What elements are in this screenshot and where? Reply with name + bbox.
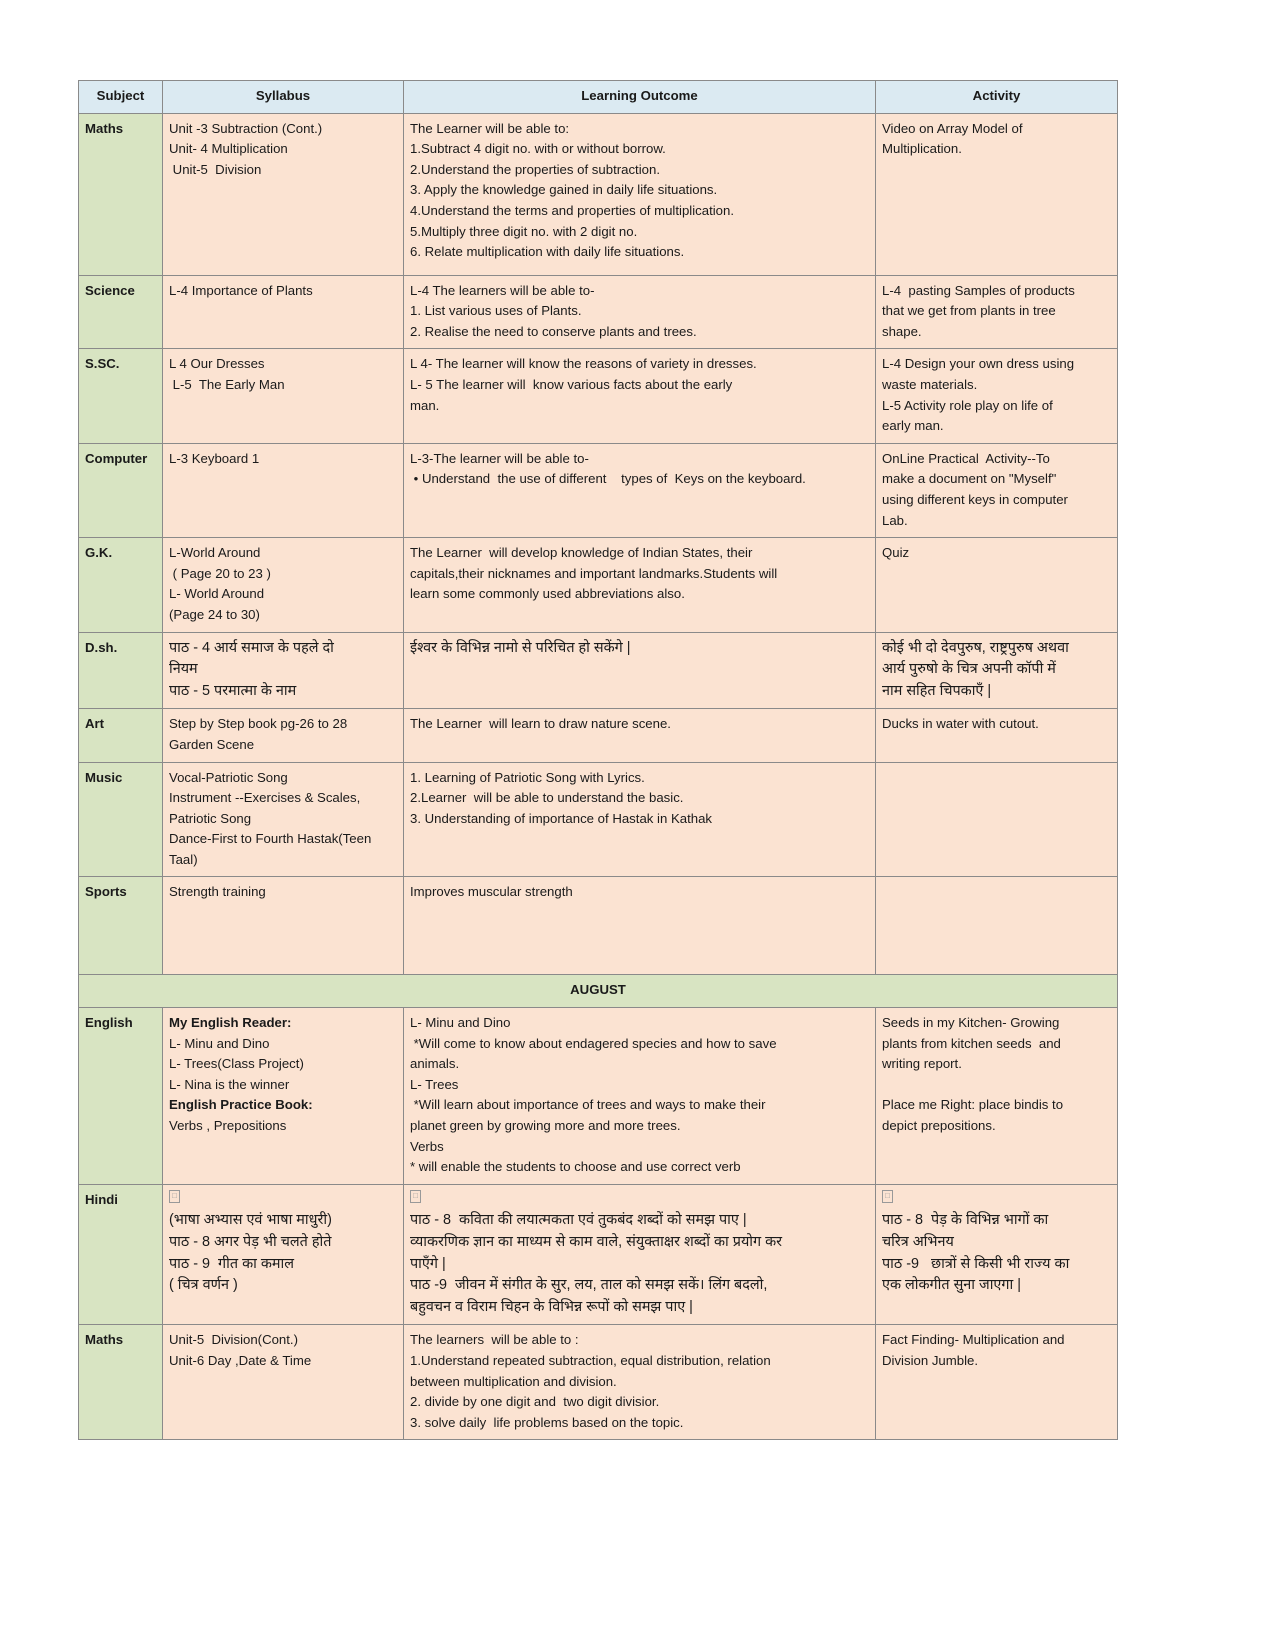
placeholder-glyph-icon: □ xyxy=(882,1190,893,1203)
text-line: (भाषा अभ्यास एवं भाषा माधुरी) xyxy=(169,1212,332,1229)
learning-outcome-cell xyxy=(404,1184,876,1325)
text-line: The learners will be able to : xyxy=(410,1332,579,1348)
text-line: make a document on "Myself" xyxy=(882,471,1057,487)
subject-cell-g-k: G.K. xyxy=(79,538,163,632)
header-activity: Activity xyxy=(876,81,1118,114)
syllabus-cell xyxy=(163,538,404,632)
text-line: 5.Multiply three digit no. with 2 digit no. xyxy=(410,223,638,239)
syllabus-cell xyxy=(163,709,404,762)
text-line: पाठ - 8 अगर पेड़ भी चलते होते xyxy=(169,1234,332,1251)
learning-outcome-cell xyxy=(404,1325,876,1440)
text-line: L- 5 The learner will know various facts about the early xyxy=(410,376,733,392)
subject-cell-maths: Maths xyxy=(79,113,163,275)
syllabus-cell xyxy=(163,1325,404,1440)
table-row xyxy=(79,709,1118,762)
text-line: Verbs , Prepositions xyxy=(169,1118,287,1134)
text-line: Unit-5 Division(Cont.) xyxy=(169,1332,298,1348)
text-line: L-4 pasting Samples of products xyxy=(882,282,1075,298)
text-line: L-3-The learner will be able to- xyxy=(410,450,589,466)
table-row xyxy=(79,1325,1118,1440)
header-row xyxy=(79,81,1118,114)
header-syllabus: Syllabus xyxy=(163,81,404,114)
text-line: 2. Realise the need to conserve plants and trees. xyxy=(410,323,697,339)
text-line: चरित्र अभिनय xyxy=(882,1234,954,1251)
subject-cell-art: Art xyxy=(79,709,163,762)
text-line: *Will come to know about endagered species and how to save xyxy=(410,1035,777,1051)
subject-cell-computer: Computer xyxy=(79,443,163,537)
activity-cell xyxy=(876,275,1118,349)
text-line: पाठ - 4 आर्य समाज के पहले दो xyxy=(169,639,334,656)
learning-outcome-cell xyxy=(404,762,876,877)
text-line: नियम xyxy=(169,661,198,678)
text-line: Fact Finding- Multiplication and xyxy=(882,1332,1065,1348)
table-row xyxy=(79,538,1118,632)
syllabus-cell xyxy=(163,113,404,275)
text-line: पाठ - 5 परमात्मा के नाम xyxy=(169,682,297,699)
activity-cell xyxy=(876,113,1118,275)
text-line: man. xyxy=(410,397,440,413)
text-line: Ducks in water with cutout. xyxy=(882,716,1039,732)
subject-cell-science: Science xyxy=(79,275,163,349)
text-line: L-3 Keyboard 1 xyxy=(169,450,260,466)
text-line: 6. Relate multiplication with daily life situations. xyxy=(410,244,685,260)
text-line: 1. List various uses of Plants. xyxy=(410,303,582,319)
table-row xyxy=(79,762,1118,877)
text-line xyxy=(882,768,1111,789)
text-line: Unit-6 Day ,Date & Time xyxy=(169,1353,312,1369)
subject-cell-s-sc: S.SC. xyxy=(79,349,163,443)
subject-cell-english: English xyxy=(79,1008,163,1185)
text-line: L- Nina is the winner xyxy=(169,1076,290,1092)
text-line: 2. divide by one digit and two digit divisior. xyxy=(410,1394,660,1410)
syllabus-cell xyxy=(163,1184,404,1325)
text-line: 3. Understanding of importance of Hastak in Kathak xyxy=(410,810,713,826)
text-line: waste materials. xyxy=(882,376,978,392)
text-line: ( Page 20 to 23 ) xyxy=(169,565,271,581)
text-line: L- Minu and Dino xyxy=(169,1035,270,1051)
header-subject: Subject xyxy=(79,81,163,114)
text-line: L-5 The Early Man xyxy=(169,376,285,392)
month-divider-row xyxy=(79,975,1118,1008)
text-line: L- World Around xyxy=(169,586,265,602)
learning-outcome-cell xyxy=(404,632,876,709)
text-line: early man. xyxy=(882,418,944,434)
learning-outcome-cell xyxy=(404,275,876,349)
syllabus-cell xyxy=(163,349,404,443)
table-row xyxy=(79,275,1118,349)
header-learning-outcome: Learning Outcome xyxy=(404,81,876,114)
text-line: * will enable the students to choose and use correct verb xyxy=(410,1159,741,1175)
text-line: Division Jumble. xyxy=(882,1353,979,1369)
subject-cell-d-sh: D.sh. xyxy=(79,632,163,709)
text-line: Garden Scene xyxy=(169,736,255,752)
activity-cell xyxy=(876,709,1118,762)
subject-cell-maths: Maths xyxy=(79,1325,163,1440)
text-line: Instrument --Exercises & Scales, xyxy=(169,790,361,806)
activity-cell xyxy=(876,1184,1118,1325)
text-line: पाठ - 8 पेड़ के विभिन्न भागों का xyxy=(882,1212,1049,1229)
text-line: capitals,their nicknames and important landmarks.Students will xyxy=(410,565,778,581)
table-row xyxy=(79,113,1118,275)
learning-outcome-cell xyxy=(404,349,876,443)
text-line: Step by Step book pg-26 to 28 xyxy=(169,716,348,732)
text-line: shape. xyxy=(882,323,922,339)
table-row xyxy=(79,632,1118,709)
text-line: OnLine Practical Activity--To xyxy=(882,450,1050,466)
text-line: Dance-First to Fourth Hastak(Teen xyxy=(169,831,372,847)
placeholder-glyph-icon: □ xyxy=(410,1190,421,1203)
text-line: writing report. xyxy=(882,1056,962,1072)
table-row xyxy=(79,877,1118,975)
text-line: learn some commonly used abbreviations also. xyxy=(410,586,685,602)
activity-cell xyxy=(876,349,1118,443)
text-line: Video on Array Model of xyxy=(882,120,1023,136)
text-line: L-4 Importance of Plants xyxy=(169,282,313,298)
text-line: planet green by growing more and more trees. xyxy=(410,1118,681,1134)
text-line: Strength training xyxy=(169,884,266,900)
syllabus-cell xyxy=(163,275,404,349)
text-line: Unit -3 Subtraction (Cont.) xyxy=(169,120,323,136)
activity-cell xyxy=(876,1008,1118,1185)
text-line: Unit-5 Division xyxy=(169,161,262,177)
text-line: पाठ - 8 कविता की लयात्मकता एवं तुकबंद शब्दों को समझ पाए | xyxy=(410,1212,747,1229)
text-line: The Learner will develop knowledge of Indian States, their xyxy=(410,545,753,561)
subject-cell-sports: Sports xyxy=(79,877,163,975)
text-line: आर्य पुरुषो के चित्र अपनी कॉपी में xyxy=(882,661,1056,678)
text-line: Vocal-Patriotic Song xyxy=(169,769,288,785)
syllabus-table xyxy=(78,80,1118,1440)
text-line: L- Trees(Class Project) xyxy=(169,1056,304,1072)
text-line: L- Trees xyxy=(410,1076,459,1092)
text-line: 2.Understand the properties of subtraction. xyxy=(410,161,660,177)
text-line: कोई भी दो देवपुरुष, राष्ट्रपुरुष अथवा xyxy=(882,639,1069,656)
activity-cell xyxy=(876,538,1118,632)
syllabus-cell xyxy=(163,632,404,709)
syllabus-cell xyxy=(163,443,404,537)
text-line: L-4 The learners will be able to- xyxy=(410,282,595,298)
learning-outcome-cell xyxy=(404,113,876,275)
activity-cell xyxy=(876,632,1118,709)
learning-outcome-cell xyxy=(404,443,876,537)
syllabus-cell xyxy=(163,1008,404,1185)
syllabus-book-title: My English Reader: xyxy=(169,1015,292,1031)
text-line: L-4 Design your own dress using xyxy=(882,356,1075,372)
text-line: पाठ -9 जीवन में संगीत के सुर, लय, ताल को समझ सकें। लिंग बदलो, xyxy=(410,1277,768,1294)
text-line: Verbs xyxy=(410,1138,444,1154)
text-line xyxy=(882,882,1111,903)
text-line: Seeds in my Kitchen- Growing xyxy=(882,1015,1060,1031)
text-line: plants from kitchen seeds and xyxy=(882,1035,1061,1051)
learning-outcome-cell xyxy=(404,709,876,762)
text-line xyxy=(882,1075,1111,1096)
text-line: The Learner will learn to draw nature scene. xyxy=(410,716,671,732)
text-line: • Understand the use of different types of Keys on the keyboard. xyxy=(410,471,806,487)
text-line: 3. Apply the knowledge gained in daily life situations. xyxy=(410,182,718,198)
activity-cell xyxy=(876,762,1118,877)
activity-cell xyxy=(876,443,1118,537)
text-line: Multiplication. xyxy=(882,141,962,157)
text-line: L-5 Activity role play on life of xyxy=(882,397,1053,413)
table-body xyxy=(79,113,1118,1440)
text-line: पाएँगे | xyxy=(410,1255,446,1272)
text-line: depict prepositions. xyxy=(882,1118,996,1134)
text-line: 3. solve daily life problems based on the topic. xyxy=(410,1414,684,1430)
text-line: (Page 24 to 30) xyxy=(169,606,260,622)
placeholder-glyph-icon: □ xyxy=(169,1190,180,1203)
learning-outcome-cell xyxy=(404,1008,876,1185)
month-divider-august: AUGUST xyxy=(79,975,1118,1008)
text-line: that we get from plants in tree xyxy=(882,303,1056,319)
activity-cell xyxy=(876,877,1118,975)
syllabus-book-title-secondary: English Practice Book: xyxy=(169,1097,313,1113)
text-line: Patriotic Song xyxy=(169,810,252,826)
table-row xyxy=(79,443,1118,537)
text-line: The Learner will be able to: xyxy=(410,120,570,136)
activity-cell xyxy=(876,1325,1118,1440)
text-line: Lab. xyxy=(882,512,908,528)
table-row xyxy=(79,1184,1118,1325)
text-line: L- Minu and Dino xyxy=(410,1015,511,1031)
text-line: पाठ - 9 गीत का कमाल xyxy=(169,1255,294,1272)
subject-cell-music: Music xyxy=(79,762,163,877)
text-line: Improves muscular strength xyxy=(410,884,573,900)
learning-outcome-cell xyxy=(404,877,876,975)
table-header xyxy=(79,81,1118,114)
text-line: Taal) xyxy=(169,851,198,867)
text-line: L-World Around xyxy=(169,545,261,561)
text-line: Unit- 4 Multiplication xyxy=(169,141,288,157)
syllabus-cell xyxy=(163,762,404,877)
text-line: 1.Understand repeated subtraction, equal distribution, relation xyxy=(410,1353,771,1369)
text-line: पाठ -9 छात्रों से किसी भी राज्य का xyxy=(882,1255,1070,1272)
text-line: 1.Subtract 4 digit no. with or without borrow. xyxy=(410,141,666,157)
text-line: *Will learn about importance of trees and ways to make their xyxy=(410,1097,766,1113)
text-line: 4.Understand the terms and properties of multiplication. xyxy=(410,202,734,218)
table-row xyxy=(79,1008,1118,1185)
text-line: Place me Right: place bindis to xyxy=(882,1097,1064,1113)
text-line: नाम सहित चिपकाएँ | xyxy=(882,682,992,699)
text-line: L 4- The learner will know the reasons of variety in dresses. xyxy=(410,356,757,372)
text-line: between multiplication and division. xyxy=(410,1373,617,1389)
learning-outcome-cell xyxy=(404,538,876,632)
subject-cell-hindi: Hindi xyxy=(79,1184,163,1325)
text-line: एक लोकगीत सुना जाएगा | xyxy=(882,1277,1021,1294)
text-line: 2.Learner will be able to understand the basic. xyxy=(410,790,684,806)
text-line: ईश्वर के विभिन्न नामो से परिचित हो सकेंगे | xyxy=(410,639,631,656)
text-line: व्याकरणिक ज्ञान का माध्यम से काम वाले, संयुक्ताक्षर शब्दों का प्रयोग कर xyxy=(410,1234,783,1251)
text-line: animals. xyxy=(410,1056,460,1072)
text-line: 1. Learning of Patriotic Song with Lyrics. xyxy=(410,769,645,785)
table-row xyxy=(79,349,1118,443)
text-line: using different keys in computer xyxy=(882,491,1068,507)
text-line: L 4 Our Dresses xyxy=(169,356,265,372)
syllabus-cell xyxy=(163,877,404,975)
text-line: ( चित्र वर्णन ) xyxy=(169,1277,238,1294)
text-line: बहुवचन व विराम चिहन के विभिन्न रूपों को समझ पाए | xyxy=(410,1298,693,1315)
text-line: Quiz xyxy=(882,545,910,561)
